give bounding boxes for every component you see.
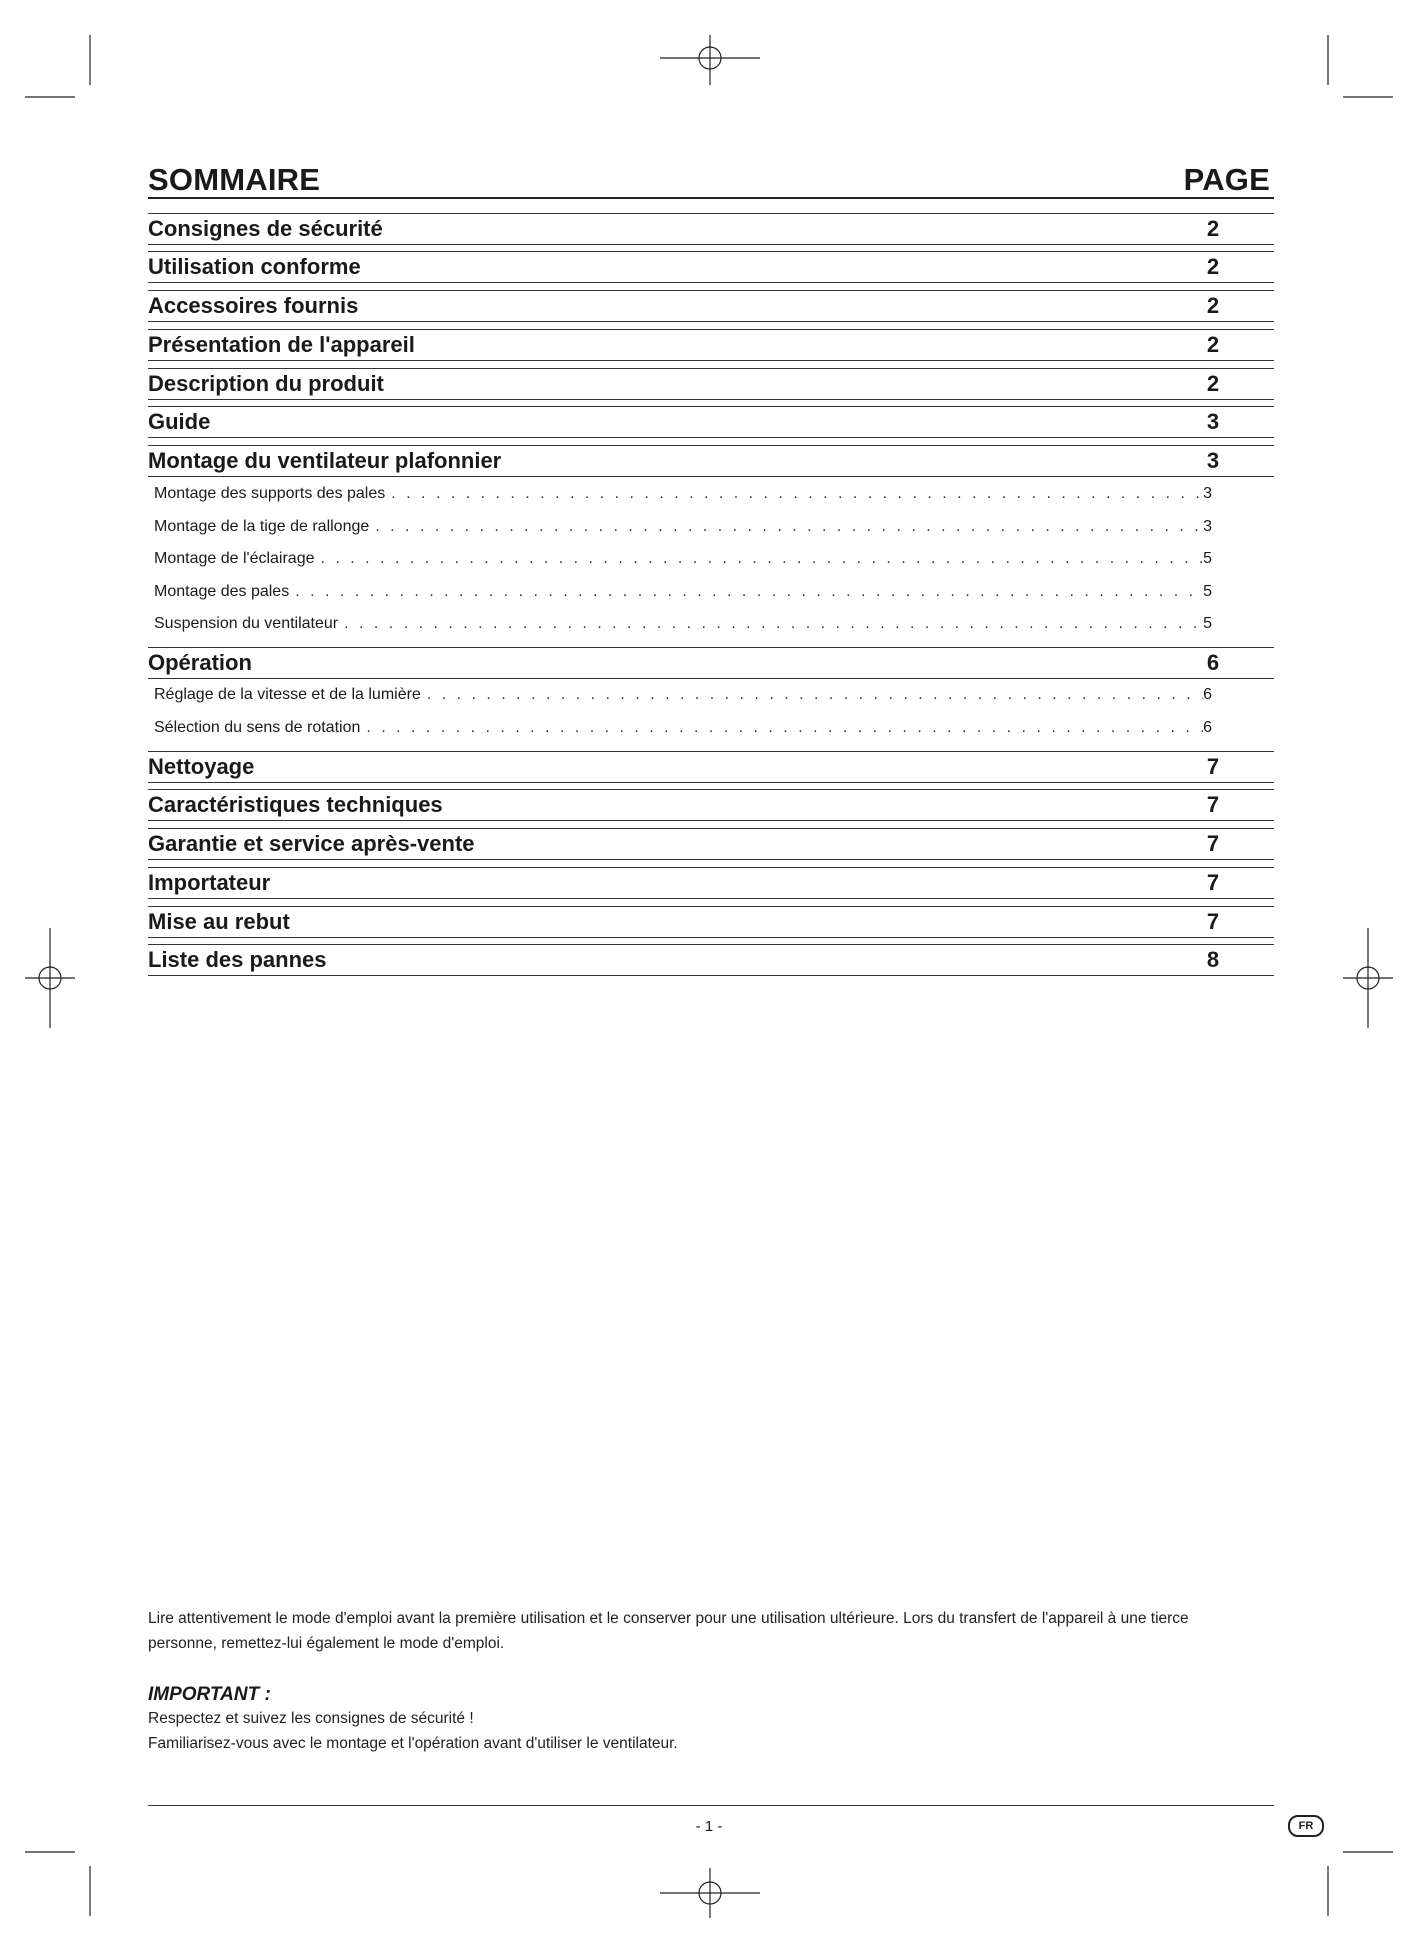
toc-subentry-page: 6 — [1203, 686, 1212, 703]
leader-dots — [375, 518, 1203, 536]
toc-entry-montage[interactable] — [148, 445, 1274, 477]
important-line: Familiarisez-vous avec le montage et l'opération avant d'utiliser le ventilateur. — [148, 1735, 678, 1752]
toc-entry-presentation[interactable] — [148, 329, 1274, 361]
toc-subentry[interactable] — [154, 686, 1212, 710]
toc-subentry-page: 5 — [1203, 550, 1212, 567]
toc-subentry-label: Suspension du ventilateur — [154, 615, 339, 632]
toc-entry-label: Importateur — [148, 870, 271, 895]
rule — [148, 476, 1274, 477]
toc-page-header: PAGE — [1183, 162, 1270, 197]
toc-entry-description[interactable] — [148, 368, 1274, 400]
toc-entry-page: 7 — [1206, 870, 1220, 895]
rule — [148, 937, 1274, 938]
title-rule — [148, 197, 1274, 199]
toc-subentry-label: Réglage de la vitesse et de la lumière — [154, 686, 421, 703]
rule — [148, 437, 1274, 438]
toc-entry-label: Description du produit — [148, 371, 384, 396]
notice-paragraph — [148, 1606, 1274, 1656]
toc-subentry-label: Montage des supports des pales — [154, 485, 386, 502]
toc-entry-pannes[interactable] — [148, 944, 1274, 976]
toc-entry-page: 2 — [1206, 371, 1220, 396]
toc-header — [148, 162, 1274, 200]
toc-subentry[interactable] — [154, 485, 1212, 509]
toc-subentry-label: Montage de la tige de rallonge — [154, 518, 370, 535]
toc-entry-securite[interactable] — [148, 213, 1274, 245]
rule — [148, 399, 1274, 400]
toc-title: SOMMAIRE — [148, 162, 321, 197]
toc-entry-label: Caractéristiques techniques — [148, 792, 443, 817]
toc-subentry-page: 3 — [1203, 485, 1212, 502]
toc-entry-guide[interactable] — [148, 406, 1274, 438]
toc-entry-rebut[interactable] — [148, 906, 1274, 938]
toc-subentry-page: 5 — [1203, 615, 1212, 632]
notice-line: personne, remettez-lui également le mode d'emploi. — [148, 1635, 505, 1652]
rule — [148, 859, 1274, 860]
toc-subentry[interactable] — [154, 583, 1212, 607]
toc-entry-label: Opération — [148, 650, 252, 675]
toc-entry-page: 7 — [1206, 831, 1220, 856]
rule — [148, 360, 1274, 361]
toc-entry-caracteristiques[interactable] — [148, 789, 1274, 821]
toc-entry-page: 2 — [1206, 254, 1220, 279]
toc-entry-label: Consignes de sécurité — [148, 216, 383, 241]
toc-subentry-page: 5 — [1203, 583, 1212, 600]
toc-subentry[interactable] — [154, 550, 1212, 574]
leader-dots — [344, 615, 1203, 633]
toc-subentry-label: Sélection du sens de rotation — [154, 719, 361, 736]
leader-dots — [391, 485, 1203, 503]
toc-subentry-label: Montage de l'éclairage — [154, 550, 315, 567]
rule — [148, 975, 1274, 976]
rule — [148, 678, 1274, 679]
leader-dots — [295, 583, 1203, 601]
toc-entry-operation[interactable] — [148, 647, 1274, 679]
toc-entry-page: 3 — [1206, 448, 1220, 473]
toc-entry-label: Présentation de l'appareil — [148, 332, 415, 357]
toc-entry-page: 2 — [1206, 216, 1220, 241]
toc-entry-page: 6 — [1206, 650, 1220, 675]
rule — [148, 321, 1274, 322]
notice-line: Lire attentivement le mode d'emploi avant la première utilisation et le conserver pour une utilisation ultérieure. Lors du transfert de l'appareil à une tierce — [148, 1610, 1189, 1627]
toc-subentry-page: 3 — [1203, 518, 1212, 535]
leader-dots — [321, 550, 1204, 568]
page-number: - 1 - — [695, 1818, 723, 1835]
toc-entry-importateur[interactable] — [148, 867, 1274, 899]
important-text — [148, 1706, 1274, 1756]
toc-entry-page: 2 — [1206, 293, 1220, 318]
toc-entry-accessoires[interactable] — [148, 290, 1274, 322]
toc-entry-page: 8 — [1206, 947, 1220, 972]
footer-rule — [148, 1805, 1274, 1806]
toc-entry-label: Montage du ventilateur plafonnier — [148, 448, 502, 473]
toc-entry-label: Mise au rebut — [148, 909, 290, 934]
toc-entry-label: Liste des pannes — [148, 947, 327, 972]
toc-entry-page: 3 — [1206, 409, 1220, 434]
toc-entry-label: Garantie et service après-vente — [148, 831, 475, 856]
toc-entry-nettoyage[interactable] — [148, 751, 1274, 783]
language-badge: FR — [1288, 1815, 1324, 1837]
toc-entry-label: Utilisation conforme — [148, 254, 361, 279]
important-line: Respectez et suivez les consignes de sécurité ! — [148, 1710, 474, 1727]
toc-subentry[interactable] — [154, 615, 1212, 639]
rule — [148, 898, 1274, 899]
rule — [148, 782, 1274, 783]
toc-entry-page: 2 — [1206, 332, 1220, 357]
important-heading: IMPORTANT : — [148, 1684, 271, 1705]
toc-entry-page: 7 — [1206, 909, 1220, 934]
leader-dots — [366, 719, 1203, 737]
leader-dots — [427, 686, 1203, 704]
toc-subentry[interactable] — [154, 518, 1212, 542]
toc-entry-label: Nettoyage — [148, 754, 255, 779]
rule — [148, 820, 1274, 821]
toc-entry-utilisation[interactable] — [148, 251, 1274, 283]
toc-entry-label: Accessoires fournis — [148, 293, 359, 318]
toc-subentry-page: 6 — [1203, 719, 1212, 736]
toc-subentry[interactable] — [154, 719, 1212, 743]
toc-entry-garantie[interactable] — [148, 828, 1274, 860]
toc-entry-page: 7 — [1206, 754, 1220, 779]
toc-subentry-label: Montage des pales — [154, 583, 290, 600]
toc-entry-page: 7 — [1206, 792, 1220, 817]
rule — [148, 282, 1274, 283]
toc-entry-label: Guide — [148, 409, 211, 434]
rule — [148, 244, 1274, 245]
